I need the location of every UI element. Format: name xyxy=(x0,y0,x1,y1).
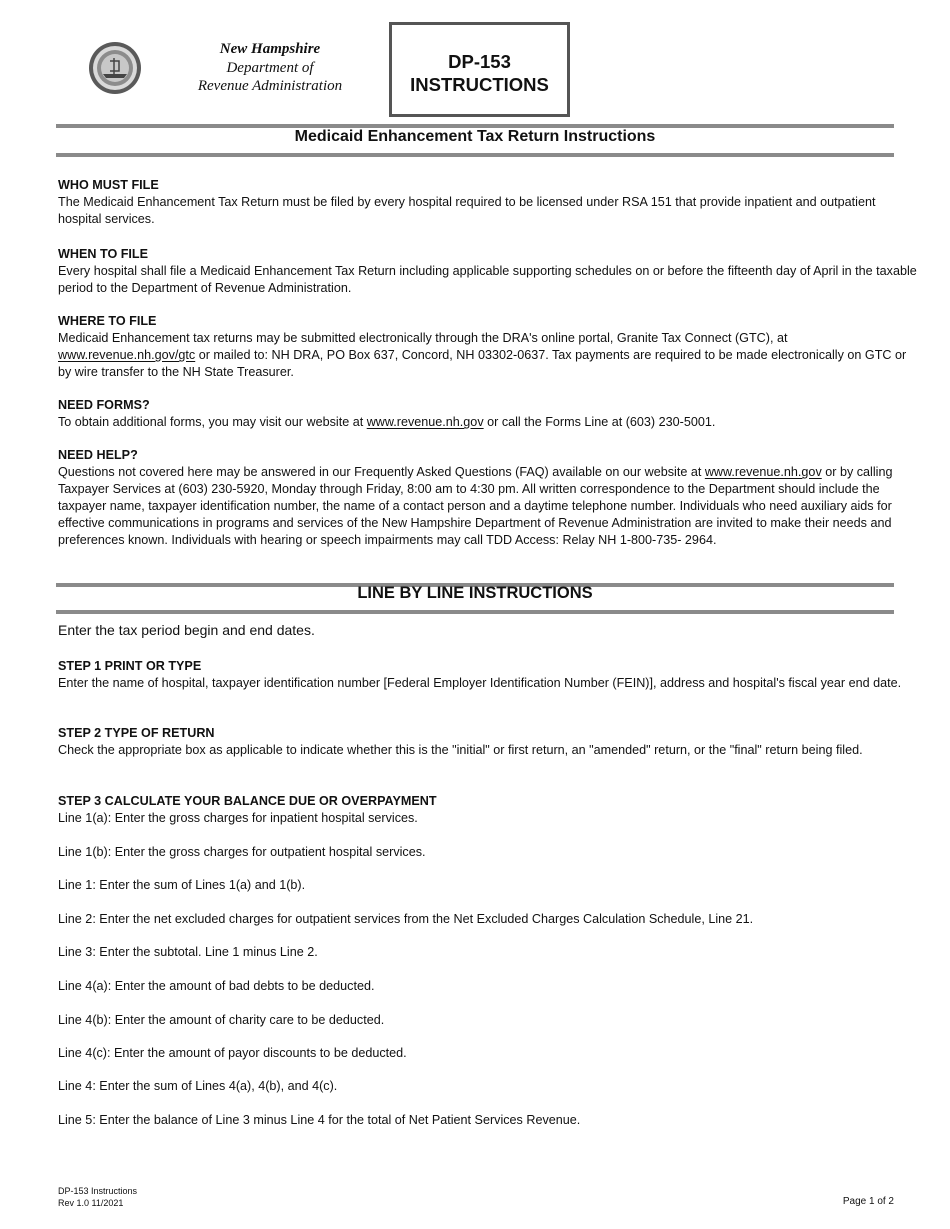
line-instruction: Line 3: Enter the subtotal. Line 1 minus Line 2. xyxy=(58,945,318,959)
line-instruction: Line 4: Enter the sum of Lines 4(a), 4(b), and 4(c). xyxy=(58,1079,338,1093)
form-type: INSTRUCTIONS xyxy=(410,74,549,95)
line-instruction: Line 2: Enter the net excluded charges for outpatient services from the Net Excluded Charges Calculation Schedule, Line 21. xyxy=(58,912,754,926)
section-need-forms xyxy=(58,397,920,431)
line-instruction: Line 5: Enter the balance of Line 3 minus Line 4 for the total of Net Patient Services Revenue. xyxy=(58,1113,581,1127)
step3 xyxy=(58,793,920,810)
agency-line1: New Hampshire xyxy=(219,41,321,57)
section-who-must-file xyxy=(58,177,920,228)
agency-line2: Department of xyxy=(226,59,314,76)
line-instruction: Line 4(b): Enter the amount of charity care to be deducted. xyxy=(58,1013,385,1027)
form-number: DP-153 xyxy=(448,51,511,72)
forms-text1: To obtain additional forms, you may visit our website at xyxy=(58,415,367,429)
line-instruction: Line 4(a): Enter the amount of bad debts to be deducted. xyxy=(58,979,375,993)
section-where-to-file xyxy=(58,313,920,381)
who-body: The Medicaid Enhancement Tax Return must be filed by every hospital required to be licensed under RSA 151 that provide inpatient and outpatient hospital services. xyxy=(58,195,876,226)
agency-name xyxy=(175,40,365,96)
step1-body: Enter the name of hospital, taxpayer identification number [Federal Employer Identification Number (FEIN)], address and hospital's fiscal year end date. xyxy=(58,676,902,690)
lbl-rule-bottom xyxy=(56,610,894,614)
title-rule-bottom xyxy=(56,153,894,157)
page-number: Page 1 of 2 xyxy=(842,1196,894,1207)
step1-heading: STEP 1 PRINT OR TYPE xyxy=(58,659,202,673)
help-text1: Questions not covered here may be answered in our Frequently Asked Questions (FAQ) available on our website at xyxy=(58,465,705,479)
step2-body: Check the appropriate box as applicable to indicate whether this is the "initial" or first return, an "amended" return, or the "final" return being filed. xyxy=(58,743,863,757)
agency-line3: Revenue Administration xyxy=(197,78,343,94)
step2-heading: STEP 2 TYPE OF RETURN xyxy=(58,726,215,740)
step1 xyxy=(58,658,920,692)
where-body xyxy=(58,330,920,381)
where-text2: or mailed to: NH DRA, PO Box 637, Concord, NH 03302-0637. Tax payments are required to be made electronically on GTC or by wire transfer to the NH State Treasurer. xyxy=(58,348,907,379)
where-heading: WHERE TO FILE xyxy=(58,314,157,328)
form-id-box xyxy=(389,22,570,117)
section-when-to-file xyxy=(58,246,920,297)
line-instruction: Line 1(a): Enter the gross charges for inpatient hospital services. xyxy=(58,811,418,825)
footer-form-info xyxy=(58,1186,137,1209)
footer-form-label: DP-153 Instructions xyxy=(58,1186,138,1196)
forms-text2: or call the Forms Line at (603) 230-5001. xyxy=(483,415,716,429)
line-instruction: Line 1: Enter the sum of Lines 1(a) and 1(b). xyxy=(58,878,306,892)
gtc-link[interactable]: www.revenue.nh.gov/gtc xyxy=(58,348,196,362)
forms-body xyxy=(58,414,920,431)
footer-revision: Rev 1.0 11/2021 xyxy=(58,1197,124,1208)
tax-period-intro: Enter the tax period begin and end dates. xyxy=(58,622,315,638)
when-heading: WHEN TO FILE xyxy=(58,247,149,261)
line-instruction: Line 1(b): Enter the gross charges for outpatient hospital services. xyxy=(58,845,426,859)
forms-website-link[interactable]: www.revenue.nh.gov xyxy=(366,415,484,429)
section-need-help xyxy=(58,447,920,549)
help-body xyxy=(58,464,920,549)
line-by-line-title: LINE BY LINE INSTRUCTIONS xyxy=(357,584,593,602)
help-heading: NEED HELP? xyxy=(58,448,138,462)
help-text2: or by calling Taxpayer Services at (603) 230-5920, Monday through Friday, 8:00 am to 4:30 pm. All written correspondence to the Department should include the taxpayer name, taxpayer identification number, the name of a contact person and a daytime telephone number. Individuals who need auxiliary aids for effective communications in programs and services of the New Hampshire Department of Revenue Administration are invited to make their needs and preferences known. Individuals with hearing or speech impairments may call TDD Access: Relay NH 1-800-735- 2964. xyxy=(58,465,893,547)
page-title: Medicaid Enhancement Tax Return Instructions xyxy=(294,128,656,145)
line-instruction: Line 4(c): Enter the amount of payor discounts to be deducted. xyxy=(58,1046,407,1060)
who-heading: WHO MUST FILE xyxy=(58,178,159,192)
when-body: Every hospital shall file a Medicaid Enhancement Tax Return including applicable supporting schedules on or before the fifteenth day of April in the taxable period to the Department of Revenue Administration. xyxy=(58,264,917,295)
forms-heading: NEED FORMS? xyxy=(58,398,150,412)
where-text1: Medicaid Enhancement tax returns may be submitted electronically through the DRA's online portal, Granite Tax Connect (GTC), at xyxy=(58,331,788,345)
step3-heading: STEP 3 CALCULATE YOUR BALANCE DUE OR OVERPAYMENT xyxy=(58,794,437,808)
state-seal-icon xyxy=(88,41,142,95)
step2 xyxy=(58,725,920,759)
help-website-link[interactable]: www.revenue.nh.gov xyxy=(704,465,822,479)
